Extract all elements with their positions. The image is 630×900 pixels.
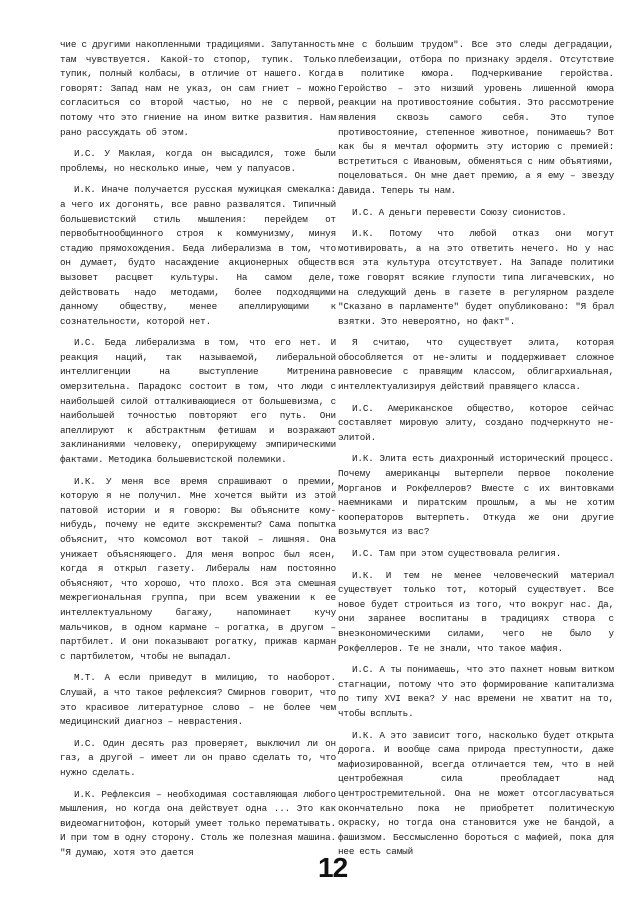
paragraph: Я считаю, что существует элита, которая обособляется от не-элиты и поддерживает сложное равновесие с правящим классом, облигархиальная, интеллектуализируя действий правящего класса. [338,337,614,393]
paragraph: чие с другими накопленными традициями. Запутанность там чувствуется. Какой-то стопор, тупик. Только тупик, полный колбасы, в отличие от нашего. Когда говорят: Запад нам не указ, он сам гниет – можно согласиться со второй частью, но не с первой, потому что это гниение на ином витке развития. Нам рано рассуждать об этом. [60,39,336,138]
paragraph: И.К. Рефлексия – необходимая составляющая любого мышления, но когда она действует одна ... Это как видеомагнитофон, который умеет только перематывать. И при том в одну сторону. Столь же полезная машина. "Я думаю, хотя это дается [60,788,336,858]
paragraph: мне с большим трудом". Все это следы деградации, плебеизации, отбора по признаку эрделя. Отсутствие в политике юмора. Подчеркивание геройства. Геройство – это низший уровень лишенной юмора реакции на противостояние события. Это рассмотрение явления сквозь самого себя. Это тупое противостояние, степенное животное, понимаешь? Вот как бы я мечтал оформить эту историю с премией: встретиться с Ивановым, обменяться с ним объятиями, поцеловаться. Он мне дает премию, а я ему – звезду Давида. Теперь ты нам. [338,39,614,196]
paragraph: И.К. У меня все время спрашивают о премии, которую я не получил. Мне хочется выйти из этой патовой истории и я говорю: Вы объясните кому-нибудь, почему не едите экскременты? Сама попытка объяснит, что комсомол вот такой – лишняя. Она унижает объясняющего. Для меня вопрос был ясен, когда я открыл газету. Либералы нам постоянно объясняют, что хорошо, что плохо. Вся эта смешная межрегиональная группа, при всем уважении к ее интеллектуальному багажу, напоминает кучу мальчиков, в одном кармане – рогатка, в другом – партбилет. И они показывают рогатку, прижав карман с партбилетом, чтобы не выпадал. [60,475,336,662]
paragraph: И.С. Там при этом существовала религия. [352,548,562,559]
paragraph: И.С. Беда либерализма в том, что его нет. И реакция наций, так называемой, либеральной интеллигенции на выступление Митренина омерзительна. Парадокс состоит в том, что люди с наибольшей силой отталкивающиеся от большевизма, с наибольшей точностью повторяют его путь. Они апеллируют к абстрактным фетишам и возражают заклинаниями человеку, оперирующему эмпирическими фактами. Методика большевистской полемики. [60,337,336,466]
paragraph: И.К. И тем не менее человеческий материал существует только тот, который существует. Все новое будет строиться из того, что вокруг нас. Да, они заранее воспитаны в традициях створа с внеэкономическими силами, чего не было у Рокфеллеров. Те не знали, что такое мафия. [338,569,614,654]
paragraph: М.Т. А если приведут в милицию, то наоборот. Слушай, а что такое рефлексия? Смирнов говорит, что это красивое литературное слово – не более чем медицинский диагноз – неврастения. [60,672,336,728]
paragraph: И.С. А деньги перевести Союзу сионистов. [352,206,567,218]
paragraph: И.К. Элита есть диахронный исторический процесс. Почему американцы вытерпели первое поколение Морганов и Рокфеллеров? Вместе с их винтовками наемниками и пиратским прошлым, а мы не хотим кооператоров вытерпеть. Откуда же они другие возьмутся из вас? [338,453,614,538]
paragraph: И.К. Потому что любой отказ они могут мотивировать, а на это ответить нечего. Но у нас вся эта культура отсутствует. На Западе политики тоже говорят всякие глупости типа лигачевских, но на следующий день в газете в регулярном разделе "Сказано в парламенте" будет опубликовано: "Я брал взятки. Это невероятно, но факт". [338,228,614,327]
left-text-column [60,38,336,867]
paragraph: И.С. Один десять раз проверяет, выключил ли он газ, а другой – имеет ли он право сделать то, что нужно сделать. [60,737,336,778]
paragraph: И.К. А это зависит того, насколько будет открыта дорога. И вообще сама природа преступности, даже мафиозированной, всегда отличается тем, что в ней центробежная сила преобладает над центростремительной. Она не может отсогласуваться окончательно пока не приобретет политическую окраску, но тогда она становится уже не бандой, а фашизмом. Бессмысленно бороться с мафией, пока для нее есть самый [338,729,614,858]
right-text-column [338,38,614,867]
paragraph: И.С. А ты понимаешь, что это пахнет новым витком стагнации, потому что это формирование капитализма по типу XVI века? У нас времени не хватит на то, чтобы всплыть. [338,664,614,719]
paragraph: И.К. Иначе получается русская мужицкая смекалка: а чего их догонять, все равно развалятся. Типичный большевистский стиль мышления: перейдем от первобытнообщинного строя к коммунизму, минуя стадию прямохождения. Беда либерализма в том, что он думает, будто насаждение акционерных обществ вызовет расцвет культуры. На самом деле, действовать надо методами, более подходящими данному обществу, менее апеллирующими к сознательности, которой нет. [60,184,336,327]
paragraph: И.С. У Маклая, когда он высадился, тоже были проблемы, но несколько иные, чем у папуасов. [60,148,336,174]
paragraph: И.С. Американское общество, которое сейчас составляет мировую элиту, создано подчеркнуто не-элитой. [338,402,614,443]
page-number: 12 [318,852,348,883]
